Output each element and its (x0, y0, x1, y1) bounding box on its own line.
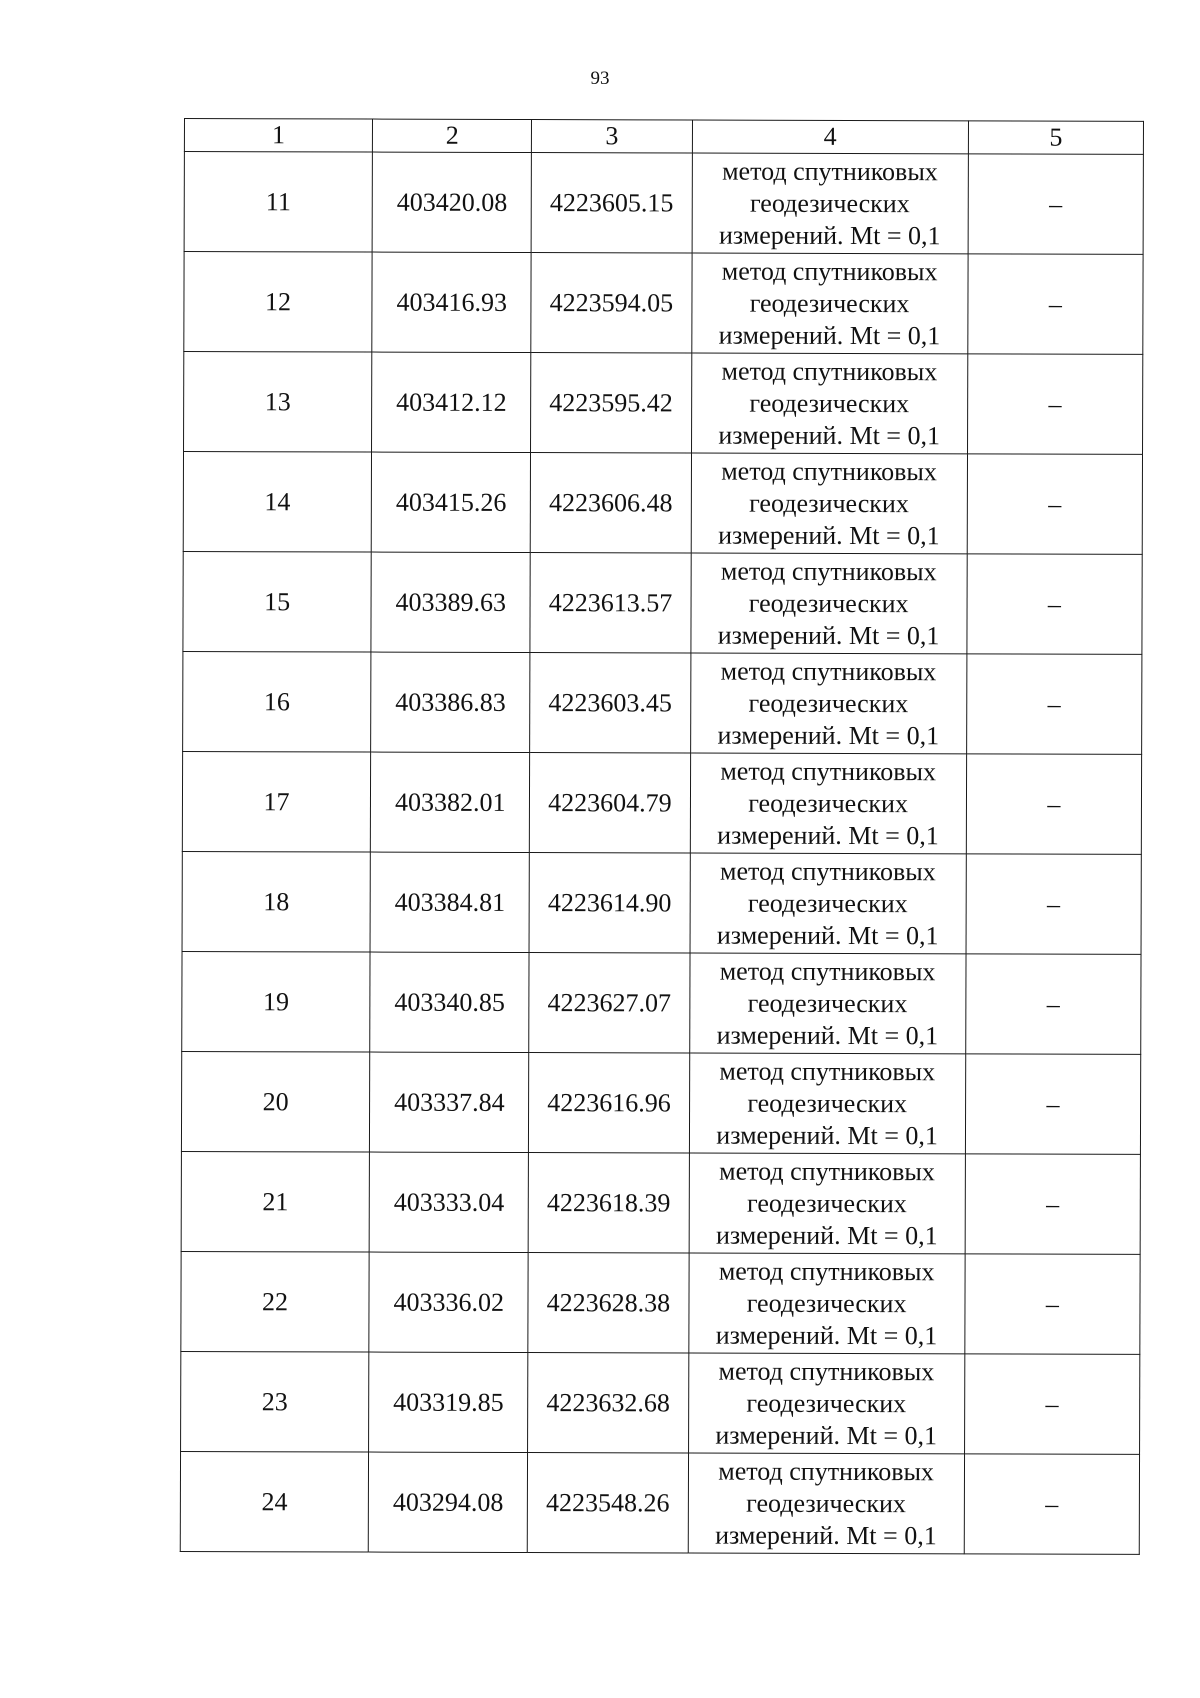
coordinate-y-cell: 4223632.68 (528, 1353, 688, 1453)
method-line: измерений. Mt = 0,1 (717, 620, 940, 650)
point-number-cell: 24 (180, 1451, 368, 1552)
method-cell (690, 853, 967, 954)
column-header-1: 1 (184, 119, 372, 153)
method-line: измерений. Mt = 0,1 (718, 220, 941, 250)
method-line: метод спутниковых (721, 256, 938, 286)
method-cell (690, 653, 967, 754)
coordinate-y-cell: 4223613.57 (530, 553, 690, 653)
method-line: измерений. Mt = 0,1 (718, 320, 941, 350)
table-row (182, 951, 1141, 1054)
point-number-cell: 20 (181, 1051, 369, 1152)
coordinate-x-cell: 403384.81 (370, 852, 529, 952)
method-cell (690, 753, 967, 854)
table-row (184, 352, 1143, 455)
coordinate-y-cell: 4223618.39 (528, 1153, 688, 1253)
note-cell: – (968, 154, 1144, 255)
method-line: измерений. Mt = 0,1 (715, 1220, 938, 1250)
note-cell: – (964, 1454, 1140, 1555)
coordinate-x-cell: 403415.26 (371, 452, 530, 552)
method-cell (688, 1253, 965, 1354)
method-cell (688, 1453, 965, 1554)
coordinate-x-cell: 403382.01 (371, 752, 530, 852)
column-header-3: 3 (532, 120, 692, 153)
method-line: геодезических (749, 288, 910, 318)
coordinate-y-cell: 4223605.15 (531, 153, 691, 253)
coordinate-y-cell: 4223595.42 (531, 353, 691, 453)
method-line: геодезических (749, 188, 910, 218)
point-number-cell: 13 (184, 352, 372, 453)
method-line: метод спутниковых (720, 856, 936, 886)
note-cell: – (966, 754, 1142, 855)
note-cell: – (966, 654, 1142, 755)
point-number-cell: 21 (181, 1151, 369, 1252)
method-line: метод спутниковых (719, 956, 936, 986)
table-row (184, 252, 1143, 355)
method-line: метод спутниковых (720, 656, 937, 686)
coordinate-y-cell: 4223606.48 (531, 453, 691, 553)
method-line: метод спутниковых (721, 356, 938, 386)
method-line: измерений. Mt = 0,1 (716, 1020, 939, 1050)
method-line: геодезических (746, 1388, 907, 1418)
method-line: геодезических (748, 788, 909, 818)
coordinates-table (180, 118, 1144, 1555)
note-cell: – (968, 254, 1144, 355)
method-line: метод спутниковых (719, 1056, 936, 1086)
table-row (183, 551, 1142, 654)
coordinate-x-cell: 403340.85 (370, 952, 529, 1052)
method-line: метод спутниковых (720, 756, 937, 786)
method-line: метод спутниковых (719, 1156, 935, 1186)
page-number: 93 (590, 68, 610, 89)
method-line: геодезических (747, 988, 908, 1018)
coordinate-x-cell: 403420.08 (372, 152, 531, 252)
method-cell (689, 953, 966, 1054)
coordinate-y-cell: 4223548.26 (528, 1453, 688, 1553)
note-cell: – (964, 1354, 1140, 1455)
method-cell (690, 553, 967, 654)
table-row (181, 1051, 1140, 1154)
method-line: геодезических (748, 588, 909, 618)
method-line: геодезических (746, 1288, 907, 1318)
table-header-row (184, 119, 1143, 155)
table-row (184, 152, 1143, 255)
note-cell: – (965, 1154, 1141, 1255)
method-line: геодезических (749, 388, 910, 418)
point-number-cell: 12 (184, 252, 372, 353)
method-line: геодезических (749, 488, 909, 518)
coordinate-x-cell: 403333.04 (369, 1152, 528, 1252)
method-line: измерений. Mt = 0,1 (717, 720, 940, 750)
note-cell: – (966, 854, 1142, 955)
method-line: измерений. Mt = 0,1 (716, 920, 939, 950)
method-cell (689, 1153, 966, 1254)
coordinate-y-cell: 4223627.07 (529, 953, 689, 1053)
coordinate-y-cell: 4223628.38 (528, 1253, 688, 1353)
table-row (181, 1351, 1140, 1454)
coordinate-x-cell: 403416.93 (372, 252, 531, 352)
coordinate-x-cell: 403319.85 (369, 1352, 528, 1452)
coordinate-y-cell: 4223594.05 (531, 253, 691, 353)
method-line: измерений. Mt = 0,1 (718, 520, 940, 550)
table-body (180, 152, 1143, 1555)
method-line: геодезических (747, 1188, 907, 1218)
point-number-cell: 18 (182, 851, 370, 952)
coordinate-x-cell: 403386.83 (371, 652, 530, 752)
note-cell: – (967, 554, 1143, 655)
coordinate-x-cell: 403336.02 (369, 1252, 528, 1352)
coordinate-x-cell: 403337.84 (370, 1052, 529, 1152)
coordinate-x-cell: 403389.63 (371, 552, 530, 652)
method-line: метод спутниковых (720, 556, 937, 586)
point-number-cell: 14 (183, 452, 371, 553)
note-cell: – (966, 954, 1142, 1055)
method-line: метод спутниковых (718, 1456, 935, 1486)
method-cell (691, 253, 968, 354)
point-number-cell: 17 (182, 751, 370, 852)
table-row (182, 751, 1141, 854)
table-row (181, 1251, 1140, 1354)
method-line: геодезических (747, 1088, 908, 1118)
method-cell (689, 1053, 966, 1154)
method-line: измерений. Mt = 0,1 (716, 1120, 938, 1150)
method-line: измерений. Mt = 0,1 (717, 820, 939, 850)
method-line: метод спутниковых (718, 1356, 935, 1386)
method-line: метод спутниковых (722, 156, 938, 186)
point-number-cell: 11 (184, 152, 372, 253)
column-header-2: 2 (373, 119, 532, 152)
coordinate-y-cell: 4223604.79 (530, 753, 690, 853)
point-number-cell: 22 (181, 1251, 369, 1352)
note-cell: – (965, 1254, 1141, 1355)
coordinate-y-cell: 4223616.96 (529, 1053, 689, 1153)
method-line: геодезических (747, 888, 908, 918)
note-cell: – (965, 1054, 1141, 1155)
table-row (182, 851, 1141, 954)
table-row (180, 1451, 1139, 1554)
point-number-cell: 19 (182, 951, 370, 1052)
table-row (181, 1151, 1140, 1254)
method-line: измерений. Mt = 0,1 (715, 1520, 937, 1550)
method-line: метод спутниковых (721, 456, 937, 486)
method-line: измерений. Mt = 0,1 (718, 420, 941, 450)
point-number-cell: 23 (181, 1351, 369, 1452)
coordinate-y-cell: 4223603.45 (530, 653, 690, 753)
coordinate-y-cell: 4223614.90 (529, 853, 689, 953)
point-number-cell: 15 (183, 551, 371, 652)
coordinate-x-cell: 403412.12 (372, 352, 531, 452)
note-cell: – (967, 454, 1143, 555)
note-cell: – (967, 354, 1143, 455)
column-header-4: 4 (692, 120, 968, 154)
method-line: измерений. Mt = 0,1 (715, 1320, 938, 1350)
table-row (183, 651, 1142, 754)
method-line: измерений. Mt = 0,1 (715, 1420, 938, 1450)
method-line: метод спутниковых (718, 1256, 935, 1286)
method-cell (692, 153, 969, 254)
table-row (183, 452, 1142, 555)
column-header-5: 5 (968, 121, 1143, 155)
point-number-cell: 16 (183, 651, 371, 752)
method-cell (688, 1353, 965, 1454)
method-cell (691, 353, 968, 454)
method-cell (691, 453, 968, 554)
method-line: геодезических (748, 688, 909, 718)
coordinate-x-cell: 403294.08 (368, 1452, 527, 1552)
method-line: геодезических (746, 1488, 906, 1518)
